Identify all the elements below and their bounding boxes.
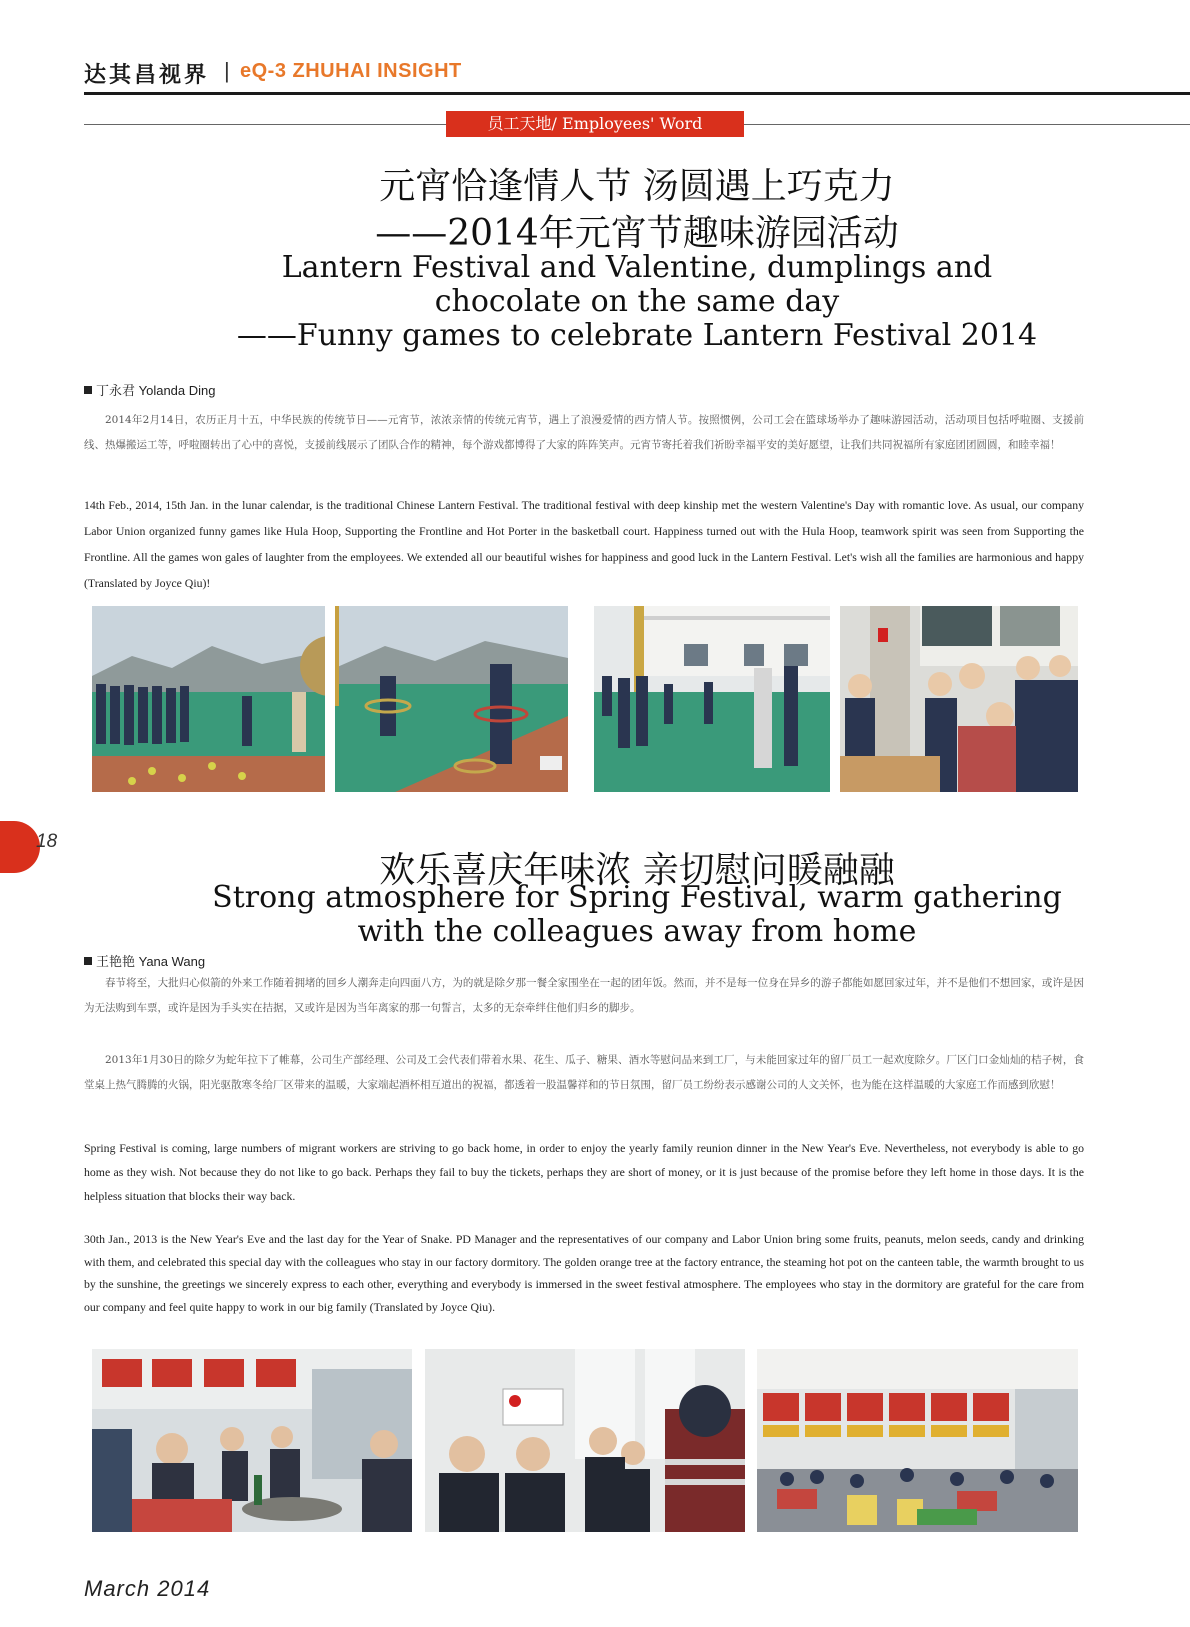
article2-title-en-line1: Strong atmosphere for Spring Festival, warm gathering [212,880,1062,915]
article2-paragraph-cn-1: 春节将至，大批归心似箭的外来工作随着拥堵的回乡人潮奔走向四面八方，为的就是除夕那一餐全家围坐在一起的团年饭。然而，并不是每一位身在异乡的游子都能如愿回家过年，并不是他们不想回家，或许是因为无法购到车票，或许是因为手头实在拮据，又或许是因为当年离家的那一句誓言，太多的无奈牵绊住他们归乡的脚步。 [84,977,1084,1014]
article1-title-cn-line1: 元宵恰逢情人节 汤圆遇上巧克力 [379,166,895,207]
article1-author [84,380,215,399]
photo-canteen-hall [757,1349,1078,1532]
article2-paragraph-en-2: 30th Jan., 2013 is the New Year's Eve and the last day for the Year of Snake. PD Manager and the representatives of our company and Labor Union bring some fruits, peanuts, melon seeds, candy and drinking with them, and celebrated this special day with the colleagues who stay in our factory dormitory. The golden orange tree at the factory entrance, the steaming hot pot on the canteen table, the warmth brought to us by the sunshine, the greetings we sincerely express to each other, everything and everybody is immersed in the sweet festival atmosphere. The employees who stay in the dormitory are grateful for the care from our company and feel quite happy to work in our big family (Translated by Joyce Qiu). [84,1232,1084,1314]
article1-title-en-line1: Lantern Festival and Valentine, dumplings and [281,250,993,285]
article2-author-name: 王艳艳 Yana Wang [96,954,206,969]
article1-paragraph-en: 14th Feb., 2014, 15th Jan. in the lunar calendar, is the traditional Chinese Lantern Festival. The traditional festival with deep kinship met the western Valentine's Day with romantic love. As usual, our company Labor Union organized funny games like Hula Hoop, Supporting the Frontline and Hot Porter in the basketball court. Happiness turned out with the Hula Hoop, teamwork spirit was seen from Supporting the Frontline. All the games won gales of laughter from the employees. We extended all our beautiful wishes for happiness and good luck in the Lantern Festival. Let's wish all the families are harmonious and happy (Translated by Joyce Qiu)! [84,498,1084,590]
issue-date: March 2014 [84,1576,211,1601]
page-number: 18 [36,831,58,852]
magazine-title-en: eQ-3 ZHUHAI INSIGHT [240,60,462,82]
photo-canteen-dinner [92,1349,412,1532]
article1-title-en-line3: ——Funny games to celebrate Lantern Festival 2014 [236,318,1038,353]
header-rule [84,92,1190,95]
photo-happy-employees [840,606,1078,792]
photo-supporting-frontline [594,606,830,792]
article1-title-en-line2: chocolate on the same day [434,284,840,319]
header-separator: | [224,58,230,83]
page-number-tab [0,821,40,873]
article2-title-cn: 欢乐喜庆年味浓 亲切慰问暖融融 [379,850,895,891]
bullet-square-icon [84,957,92,965]
article2-paragraph-en-1: Spring Festival is coming, large numbers of migrant workers are striving to go back home, in order to enjoy the yearly family reunion dinner in the New Year's Eve. Nevertheless, not everybody is able to go home as they wish. Not because they do not like to go back. Perhaps they fail to buy the tickets, perhaps they are short of money, or it is just because of the promise before they left home in those days. It is the helpless situation that blocks their way back. [84,1141,1084,1203]
article1-author-name: 丁永君 Yolanda Ding [96,383,216,398]
bullet-square-icon [84,386,92,394]
article2-paragraph-cn-2: 2013年1月30日的除夕为蛇年拉下了帷幕，公司生产部经理、公司及工会代表们带着水果、花生、瓜子、糖果、酒水等慰问品来到工厂，与未能回家过年的留厂员工一起欢度除夕。厂区门口金灿灿的桔子树，食堂桌上热气腾腾的火锅，阳光驱散寒冬给厂区带来的温暖，大家端起酒杯相互道出的祝福，都透着一股温馨祥和的节日氛围，留厂员工纷纷表示感谢公司的人文关怀，也为能在这样温暖的大家庭工作而感到欣慰！ [84,1054,1084,1091]
photo-hula-hoop-game [335,606,568,792]
photo-canteen-greetings [425,1349,745,1532]
magazine-title-cn: 达其昌视界 [84,62,210,88]
article1-title-cn-line2: ——2014年元宵节趣味游园活动 [375,213,899,254]
article1-paragraph-cn: 2014年2月14日，农历正月十五，中华民族的传统节日——元宵节，浓浓亲情的传统元宵节，遇上了浪漫爱情的西方情人节。按照惯例，公司工会在篮球场举办了趣味游园活动，活动项目包括呼啦圈、支援前线、热爆搬运工等，呼啦圈转出了心中的喜悦，支援前线展示了团队合作的精神，每个游戏都博得了大家的阵阵笑声。元宵节寄托着我们祈盼幸福平安的美好愿望，让我们共同祝福所有家庭团团圆圆，和睦幸福！ [84,414,1084,451]
article2-title-en-line2: with the colleagues away from home [357,914,917,949]
article2-author [84,951,205,970]
section-tag: 员工天地/ Employees' Word [446,111,744,137]
photo-hula-hoop-line [92,606,325,792]
